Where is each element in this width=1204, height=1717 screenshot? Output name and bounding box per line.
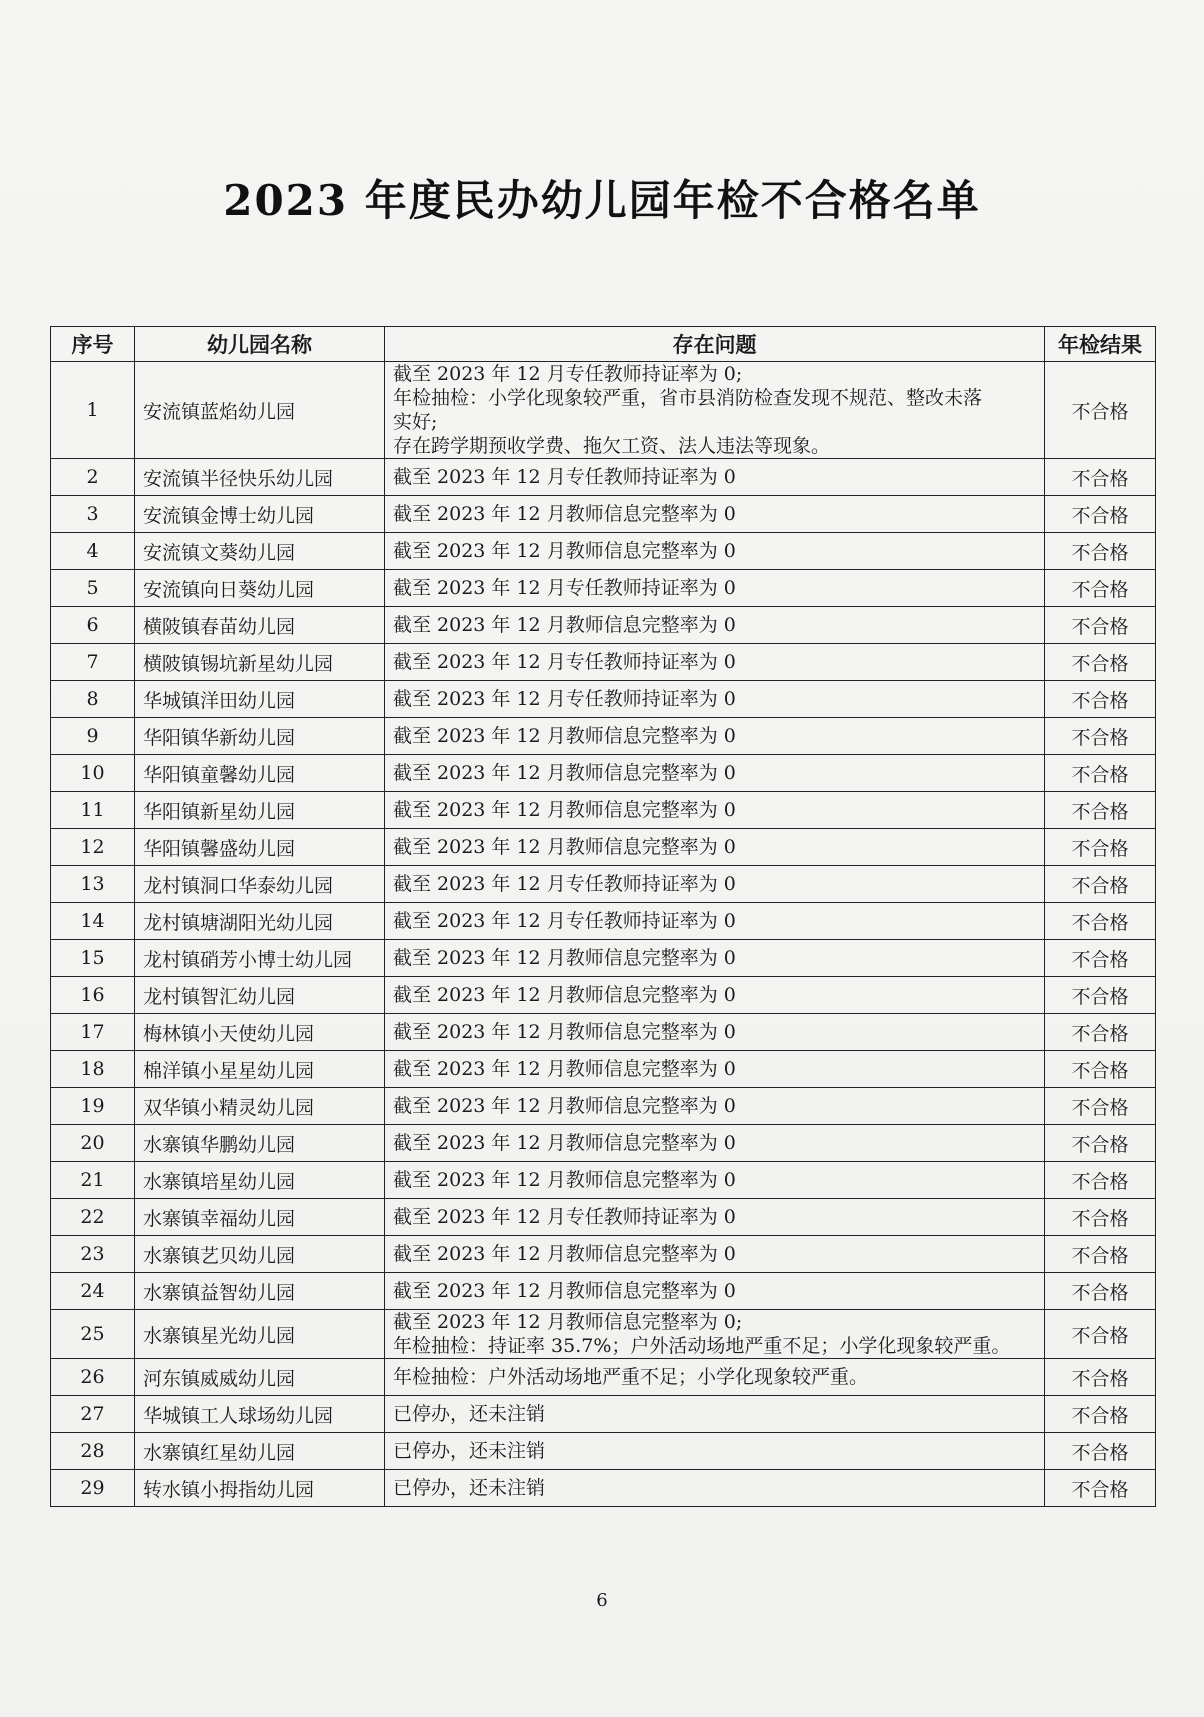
row-serial-number: 19 <box>51 1088 135 1125</box>
page-title: 2023 年度民办幼儿园年检不合格名单 <box>223 176 981 225</box>
table-row <box>51 940 1156 977</box>
header-issues: 存在问题 <box>385 327 1045 362</box>
table-row <box>51 1014 1156 1051</box>
row-kindergarten-name: 华阳镇馨盛幼儿园 <box>135 829 385 866</box>
issue-line: 截至 2023 年 12 月教师信息完整率为 0 <box>393 1280 736 1302</box>
row-issues <box>385 903 1045 940</box>
row-inspection-result: 不合格 <box>1045 533 1156 570</box>
row-serial-number: 16 <box>51 977 135 1014</box>
row-serial-number: 26 <box>51 1359 135 1396</box>
row-issues <box>385 1359 1045 1396</box>
table-row <box>51 903 1156 940</box>
row-kindergarten-name: 横陂镇锡坑新星幼儿园 <box>135 644 385 681</box>
row-kindergarten-name: 华阳镇新星幼儿园 <box>135 792 385 829</box>
row-kindergarten-name: 华阳镇童馨幼儿园 <box>135 755 385 792</box>
row-issues <box>385 940 1045 977</box>
table-row <box>51 1273 1156 1310</box>
row-serial-number: 2 <box>51 459 135 496</box>
row-inspection-result: 不合格 <box>1045 1396 1156 1433</box>
row-serial-number: 23 <box>51 1236 135 1273</box>
table-row <box>51 533 1156 570</box>
row-kindergarten-name: 安流镇蓝焰幼儿园 <box>135 362 385 459</box>
row-issues <box>385 570 1045 607</box>
issue-line: 截至 2023 年 12 月专任教师持证率为 0 <box>393 873 736 895</box>
row-serial-number: 20 <box>51 1125 135 1162</box>
row-kindergarten-name: 华城镇洋田幼儿园 <box>135 681 385 718</box>
row-inspection-result: 不合格 <box>1045 1199 1156 1236</box>
row-kindergarten-name: 梅林镇小天使幼儿园 <box>135 1014 385 1051</box>
row-kindergarten-name: 华城镇工人球场幼儿园 <box>135 1396 385 1433</box>
row-serial-number: 5 <box>51 570 135 607</box>
row-inspection-result: 不合格 <box>1045 718 1156 755</box>
issue-line: 截至 2023 年 12 月教师信息完整率为 0 <box>393 762 736 784</box>
issue-line: 截至 2023 年 12 月专任教师持证率为 0 <box>393 651 736 673</box>
row-issues <box>385 1310 1045 1359</box>
row-serial-number: 6 <box>51 607 135 644</box>
row-kindergarten-name: 棉洋镇小星星幼儿园 <box>135 1051 385 1088</box>
issue-line: 截至 2023 年 12 月教师信息完整率为 0 <box>393 1095 736 1117</box>
row-inspection-result: 不合格 <box>1045 570 1156 607</box>
table-row <box>51 607 1156 644</box>
row-kindergarten-name: 水寨镇艺贝幼儿园 <box>135 1236 385 1273</box>
table-row <box>51 1310 1156 1359</box>
row-issues <box>385 1273 1045 1310</box>
row-issues <box>385 533 1045 570</box>
issue-line: 截至 2023 年 12 月专任教师持证率为 0 <box>393 466 736 488</box>
row-inspection-result: 不合格 <box>1045 1014 1156 1051</box>
row-kindergarten-name: 龙村镇硝芳小博士幼儿园 <box>135 940 385 977</box>
issue-line: 截至 2023 年 12 月教师信息完整率为 0 <box>393 836 736 858</box>
table-row <box>51 1359 1156 1396</box>
row-issues <box>385 1396 1045 1433</box>
table-row <box>51 755 1156 792</box>
row-kindergarten-name: 水寨镇培星幼儿园 <box>135 1162 385 1199</box>
row-inspection-result: 不合格 <box>1045 1273 1156 1310</box>
issue-line: 存在跨学期预收学费、拖欠工资、法人违法等现象。 <box>393 435 831 457</box>
row-serial-number: 27 <box>51 1396 135 1433</box>
row-kindergarten-name: 转水镇小拇指幼儿园 <box>135 1470 385 1507</box>
row-issues <box>385 1470 1045 1507</box>
row-serial-number: 12 <box>51 829 135 866</box>
issue-line: 年检抽检：持证率 35.7%；户外活动场地严重不足；小学化现象较严重。 <box>393 1335 1011 1357</box>
row-issues <box>385 1433 1045 1470</box>
row-kindergarten-name: 龙村镇洞口华泰幼儿园 <box>135 866 385 903</box>
row-serial-number: 28 <box>51 1433 135 1470</box>
row-kindergarten-name: 安流镇向日葵幼儿园 <box>135 570 385 607</box>
row-issues <box>385 607 1045 644</box>
table-row <box>51 977 1156 1014</box>
row-kindergarten-name: 水寨镇幸福幼儿园 <box>135 1199 385 1236</box>
row-issues <box>385 829 1045 866</box>
row-kindergarten-name: 水寨镇星光幼儿园 <box>135 1310 385 1359</box>
row-inspection-result: 不合格 <box>1045 1125 1156 1162</box>
header-kindergarten-name: 幼儿园名称 <box>135 327 385 362</box>
table-row <box>51 1199 1156 1236</box>
issue-line: 截至 2023 年 12 月教师信息完整率为 0 <box>393 725 736 747</box>
issue-line: 截至 2023 年 12 月教师信息完整率为 0; <box>393 1311 743 1333</box>
row-inspection-result: 不合格 <box>1045 977 1156 1014</box>
issue-line: 年检抽检：小学化现象较严重，省市县消防检查发现不规范、整改未落 <box>393 387 983 409</box>
row-kindergarten-name: 龙村镇智汇幼儿园 <box>135 977 385 1014</box>
row-kindergarten-name: 安流镇文葵幼儿园 <box>135 533 385 570</box>
row-serial-number: 22 <box>51 1199 135 1236</box>
noncompliant-kindergarten-table <box>50 326 1156 1507</box>
row-serial-number: 7 <box>51 644 135 681</box>
issue-line: 截至 2023 年 12 月专任教师持证率为 0 <box>393 1206 736 1228</box>
row-serial-number: 9 <box>51 718 135 755</box>
row-issues <box>385 1125 1045 1162</box>
issue-line: 已停办，还未注销 <box>393 1440 546 1462</box>
row-serial-number: 14 <box>51 903 135 940</box>
row-issues <box>385 792 1045 829</box>
row-inspection-result: 不合格 <box>1045 1051 1156 1088</box>
table-row <box>51 644 1156 681</box>
row-issues <box>385 1088 1045 1125</box>
row-serial-number: 11 <box>51 792 135 829</box>
table-row <box>51 1088 1156 1125</box>
issue-line: 截至 2023 年 12 月教师信息完整率为 0 <box>393 540 736 562</box>
issue-line: 截至 2023 年 12 月教师信息完整率为 0 <box>393 984 736 1006</box>
row-inspection-result: 不合格 <box>1045 792 1156 829</box>
row-serial-number: 4 <box>51 533 135 570</box>
row-serial-number: 25 <box>51 1310 135 1359</box>
row-kindergarten-name: 华阳镇华新幼儿园 <box>135 718 385 755</box>
row-serial-number: 8 <box>51 681 135 718</box>
table-row <box>51 1433 1156 1470</box>
row-issues <box>385 362 1045 459</box>
row-inspection-result: 不合格 <box>1045 1470 1156 1507</box>
row-serial-number: 17 <box>51 1014 135 1051</box>
row-inspection-result: 不合格 <box>1045 362 1156 459</box>
row-inspection-result: 不合格 <box>1045 1236 1156 1273</box>
row-inspection-result: 不合格 <box>1045 1433 1156 1470</box>
row-serial-number: 15 <box>51 940 135 977</box>
row-issues <box>385 496 1045 533</box>
row-inspection-result: 不合格 <box>1045 681 1156 718</box>
issue-line: 已停办，还未注销 <box>393 1477 546 1499</box>
row-kindergarten-name: 安流镇金博士幼儿园 <box>135 496 385 533</box>
row-inspection-result: 不合格 <box>1045 607 1156 644</box>
row-issues <box>385 681 1045 718</box>
row-kindergarten-name: 龙村镇塘湖阳光幼儿园 <box>135 903 385 940</box>
issue-line: 实好; <box>393 411 438 433</box>
row-serial-number: 13 <box>51 866 135 903</box>
table-row <box>51 681 1156 718</box>
row-serial-number: 24 <box>51 1273 135 1310</box>
page-number: 6 <box>596 1590 608 1611</box>
row-inspection-result: 不合格 <box>1045 903 1156 940</box>
issue-line: 截至 2023 年 12 月专任教师持证率为 0 <box>393 688 736 710</box>
row-inspection-result: 不合格 <box>1045 496 1156 533</box>
row-inspection-result: 不合格 <box>1045 1162 1156 1199</box>
issue-line: 截至 2023 年 12 月教师信息完整率为 0 <box>393 799 736 821</box>
row-kindergarten-name: 双华镇小精灵幼儿园 <box>135 1088 385 1125</box>
issue-line: 截至 2023 年 12 月教师信息完整率为 0 <box>393 947 736 969</box>
table-row <box>51 792 1156 829</box>
row-issues <box>385 1199 1045 1236</box>
row-kindergarten-name: 水寨镇华鹏幼儿园 <box>135 1125 385 1162</box>
row-inspection-result: 不合格 <box>1045 1088 1156 1125</box>
issue-line: 截至 2023 年 12 月教师信息完整率为 0 <box>393 1243 736 1265</box>
row-serial-number: 10 <box>51 755 135 792</box>
table-row <box>51 1162 1156 1199</box>
row-issues <box>385 866 1045 903</box>
row-serial-number: 3 <box>51 496 135 533</box>
row-issues <box>385 1051 1045 1088</box>
issue-line: 截至 2023 年 12 月教师信息完整率为 0 <box>393 503 736 525</box>
issue-line: 已停办，还未注销 <box>393 1403 546 1425</box>
row-inspection-result: 不合格 <box>1045 459 1156 496</box>
row-issues <box>385 459 1045 496</box>
row-inspection-result: 不合格 <box>1045 1359 1156 1396</box>
row-kindergarten-name: 河东镇威威幼儿园 <box>135 1359 385 1396</box>
row-issues <box>385 718 1045 755</box>
row-issues <box>385 1162 1045 1199</box>
table-row <box>51 829 1156 866</box>
table-row <box>51 1125 1156 1162</box>
issue-line: 年检抽检：户外活动场地严重不足；小学化现象较严重。 <box>393 1366 869 1388</box>
issue-line: 截至 2023 年 12 月教师信息完整率为 0 <box>393 1169 736 1191</box>
issue-line: 截至 2023 年 12 月专任教师持证率为 0 <box>393 577 736 599</box>
row-serial-number: 18 <box>51 1051 135 1088</box>
row-issues <box>385 644 1045 681</box>
table-row <box>51 459 1156 496</box>
row-serial-number: 29 <box>51 1470 135 1507</box>
table-row <box>51 866 1156 903</box>
table-row <box>51 1396 1156 1433</box>
table-header-row <box>51 327 1156 362</box>
row-kindergarten-name: 安流镇半径快乐幼儿园 <box>135 459 385 496</box>
table-row <box>51 496 1156 533</box>
row-inspection-result: 不合格 <box>1045 940 1156 977</box>
row-kindergarten-name: 水寨镇红星幼儿园 <box>135 1433 385 1470</box>
row-inspection-result: 不合格 <box>1045 866 1156 903</box>
row-inspection-result: 不合格 <box>1045 1310 1156 1359</box>
row-issues <box>385 1014 1045 1051</box>
table-row <box>51 1051 1156 1088</box>
table-row <box>51 1236 1156 1273</box>
header-serial-number: 序号 <box>51 327 135 362</box>
row-inspection-result: 不合格 <box>1045 755 1156 792</box>
row-issues <box>385 755 1045 792</box>
header-inspection-result: 年检结果 <box>1045 327 1156 362</box>
issue-line: 截至 2023 年 12 月专任教师持证率为 0 <box>393 910 736 932</box>
row-serial-number: 21 <box>51 1162 135 1199</box>
table-row <box>51 1470 1156 1507</box>
issue-line: 截至 2023 年 12 月教师信息完整率为 0 <box>393 1058 736 1080</box>
issue-line: 截至 2023 年 12 月教师信息完整率为 0 <box>393 1132 736 1154</box>
row-serial-number: 1 <box>51 362 135 459</box>
issue-line: 截至 2023 年 12 月专任教师持证率为 0; <box>393 363 743 385</box>
row-inspection-result: 不合格 <box>1045 829 1156 866</box>
table-row <box>51 570 1156 607</box>
row-issues <box>385 977 1045 1014</box>
row-kindergarten-name: 横陂镇春苗幼儿园 <box>135 607 385 644</box>
row-issues <box>385 1236 1045 1273</box>
table-row <box>51 362 1156 459</box>
row-inspection-result: 不合格 <box>1045 644 1156 681</box>
issue-line: 截至 2023 年 12 月教师信息完整率为 0 <box>393 614 736 636</box>
table-row <box>51 718 1156 755</box>
issue-line: 截至 2023 年 12 月教师信息完整率为 0 <box>393 1021 736 1043</box>
row-kindergarten-name: 水寨镇益智幼儿园 <box>135 1273 385 1310</box>
